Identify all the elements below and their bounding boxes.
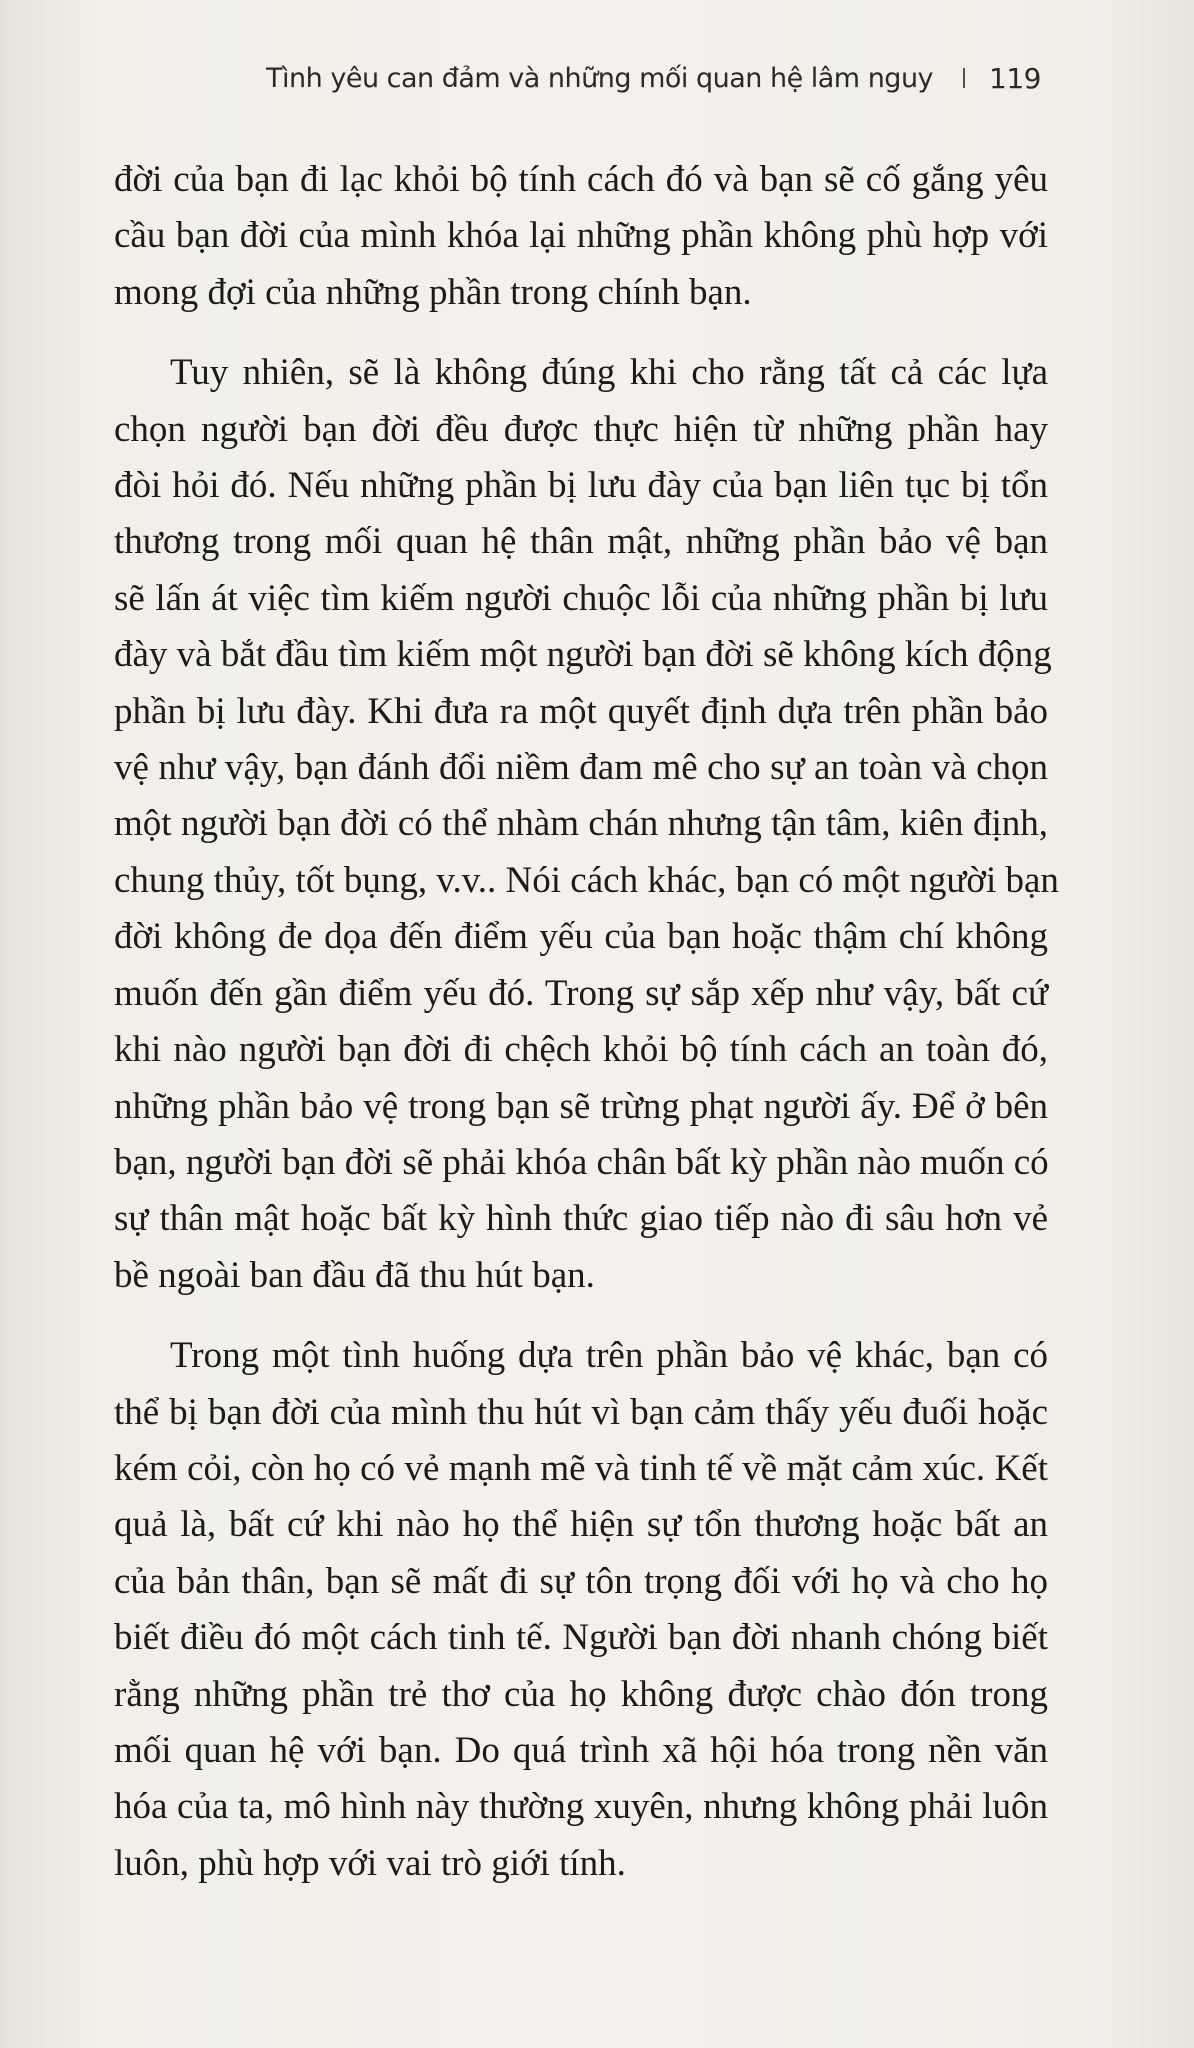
paragraph-1 bbox=[114, 152, 1048, 321]
running-header bbox=[262, 58, 1041, 98]
text-line: mong đợi của những phần trong chính bạn. bbox=[114, 271, 752, 313]
text-line: thương trong mối quan hệ thân mật, những phần bảo vệ bạn bbox=[114, 521, 1048, 563]
text-line: thể bị bạn đời của mình thu hút vì bạn cảm thấy yếu đuối hoặc bbox=[114, 1391, 1048, 1433]
text-line: cầu bạn đời của mình khóa lại những phần không phù hợp với bbox=[114, 215, 1048, 257]
header-separator bbox=[963, 68, 965, 88]
text-line: một người bạn đời có thể nhàm chán nhưng tận tâm, kiên định, bbox=[114, 803, 1048, 845]
body-text bbox=[114, 152, 1059, 1916]
text-line: bạn, người bạn đời sẽ phải khóa chân bất kỳ phần nào muốn có bbox=[114, 1141, 1049, 1183]
text-line: sẽ lấn át việc tìm kiếm người chuộc lỗi của những phần bị lưu bbox=[114, 577, 1048, 619]
text-line: đày và bắt đầu tìm kiếm một người bạn đời sẽ không kích động bbox=[114, 634, 1052, 676]
text-line: của bản thân, bạn sẽ mất đi sự tôn trọng đối với họ và cho họ bbox=[114, 1560, 1048, 1602]
text-line: luôn, phù hợp với vai trò giới tính. bbox=[114, 1842, 626, 1884]
text-line: rằng những phần trẻ thơ của họ không được chào đón trong bbox=[114, 1673, 1048, 1715]
text-line: những phần bảo vệ trong bạn sẽ trừng phạt người ấy. Để ở bên bbox=[114, 1085, 1048, 1127]
text-line: chọn người bạn đời đều được thực hiện từ những phần hay bbox=[114, 408, 1048, 450]
paragraph-3 bbox=[114, 1328, 1048, 1892]
running-title: Tình yêu can đảm và những mối quan hệ lâm nguy bbox=[266, 62, 934, 94]
text-line: kém cỏi, còn họ có vẻ mạnh mẽ và tinh tế về mặt cảm xúc. Kết bbox=[114, 1447, 1048, 1489]
text-line: khi nào người bạn đời đi chệch khỏi bộ tính cách an toàn đó, bbox=[114, 1029, 1048, 1071]
text-line: muốn đến gần điểm yếu đó. Trong sự sắp xếp như vậy, bất cứ bbox=[114, 972, 1048, 1014]
text-line: sự thân mật hoặc bất kỳ hình thức giao tiếp nào đi sâu hơn vẻ bbox=[114, 1198, 1048, 1240]
text-line: chung thủy, tốt bụng, v.v.. Nói cách khác, bạn có một người bạn bbox=[114, 859, 1059, 901]
text-line: Trong một tình huống dựa trên phần bảo vệ khác, bạn có bbox=[170, 1335, 1048, 1377]
paragraph-2 bbox=[114, 345, 1059, 1304]
page-number: 119 bbox=[989, 61, 1041, 95]
text-line: phần bị lưu đày. Khi đưa ra một quyết định dựa trên phần bảo bbox=[114, 690, 1048, 732]
text-line: hóa của ta, mô hình này thường xuyên, nhưng không phải luôn bbox=[114, 1786, 1048, 1828]
text-line: vệ như vậy, bạn đánh đổi niềm đam mê cho sự an toàn và chọn bbox=[114, 747, 1048, 789]
text-line: bề ngoài ban đầu đã thu hút bạn. bbox=[114, 1254, 595, 1296]
text-line: quả là, bất cứ khi nào họ thể hiện sự tổn thương hoặc bất an bbox=[114, 1504, 1048, 1546]
text-line: đời không đe dọa đến điểm yếu của bạn hoặc thậm chí không bbox=[114, 916, 1048, 958]
text-line: mối quan hệ với bạn. Do quá trình xã hội hóa trong nền văn bbox=[114, 1729, 1048, 1771]
text-line: Tuy nhiên, sẽ là không đúng khi cho rằng tất cả các lựa bbox=[170, 352, 1048, 394]
text-line: đòi hỏi đó. Nếu những phần bị lưu đày của bạn liên tục bị tổn bbox=[114, 465, 1048, 507]
text-line: đời của bạn đi lạc khỏi bộ tính cách đó và bạn sẽ cố gắng yêu bbox=[114, 159, 1048, 200]
text-line: biết điều đó một cách tinh tế. Người bạn đời nhanh chóng biết bbox=[114, 1617, 1048, 1659]
